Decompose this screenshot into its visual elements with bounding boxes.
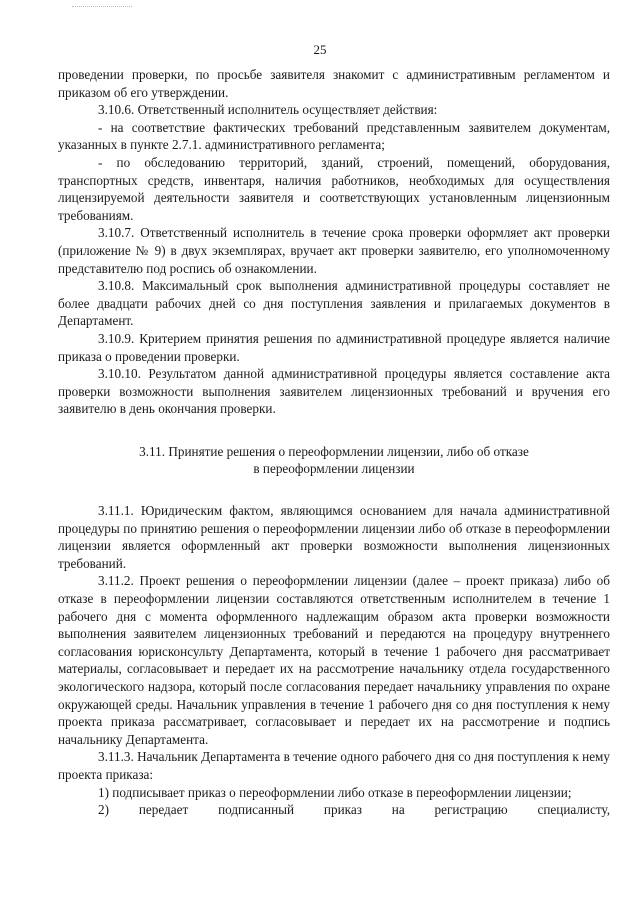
section-heading-line-2: в переоформлении лицензии [253,461,415,477]
paragraph-3-11-2: 3.11.2. Проект решения о переоформлении лицензии (далее – проект приказа) либо об отказе в переоформлении лицензии составляются ответственным исполнителем в течение 1 рабочего дня с момента оформленного надлежащим образом акта проверки возможности выполнения заявителем лицензионных требований и передаются на процедуру внутреннего согласования юрисконсульту Департамента, который в течение 1 рабочего дня рассматривает материалы, согласовывает и передает их на рассмотрение начальнику отдела государственного экологического надзора, который после согласования передает начальнику управления по охране окружающей среды. Начальник управления в течение 1 рабочего дня со дня поступления к нему проекта приказа рассматривает, согласовывает и передает их на рассмотрение и подпись начальнику Департамента. [58,573,610,747]
paragraph-3-10-9: 3.10.9. Критерием принятия решения по административной процедуре является наличие приказа о проведении проверки. [58,330,610,364]
paragraph-3-11-3: 3.11.3. Начальник Департамента в течение одного рабочего дня со дня поступления к нему проекта приказа: [58,749,610,782]
paragraph-3-10-7: 3.10.7. Ответственный исполнитель в течение срока проверки оформляет акт проверки (приложение № 9) в двух экземплярах, вручает акт проверки заявителю, его уполномоченному представителю под роспись об ознакомлении. [58,225,610,276]
paragraph-3-11-1: 3.11.1. Юридическим фактом, являющимся основанием для начала административной процедуры по принятию решения о переоформлении лицензии либо об отказе в переоформлении лицензии является оформленный акт проверки возможности выполнения лицензионных требований. [58,503,610,571]
list-item-1: 1) подписывает приказ о переоформлении либо отказе в переоформлении лицензии; [98,784,572,800]
list-item-inspection: - по обследованию территорий, зданий, строений, помещений, оборудования, транспортных средств, инвентаря, наличия работников, необходимых для осуществления лицензируемой деятельности заявителя и соответствующих установленным лицензионным требованиям. [58,154,610,223]
document-body [58,66,610,819]
list-item-2: 2) передает подписанный приказ на регистрацию специалисту, [98,802,610,818]
section-heading-line-1: 3.11. Принятие решения о переоформлении лицензии, либо об отказе [139,443,529,459]
paragraph-3-10-6: 3.10.6. Ответственный исполнитель осуществляет действия: [98,102,438,118]
paragraph-continuation: проведении проверки, по просьбе заявителя знакомит с административным регламентом и приказом об его утверждении. [58,67,610,100]
section-heading-3-11 [58,443,610,478]
list-item-requirements: - на соответствие фактических требований представленным заявителем документам, указанных в пункте 2.7.1. административного регламента; [58,119,610,153]
page-number: 25 [313,42,327,57]
scan-artifact [72,6,132,9]
paragraph-3-10-8: 3.10.8. Максимальный срок выполнения административной процедуры составляет не более двадцати рабочих дней со дня поступления заявления и прилагаемых документов в Департамент. [58,278,610,329]
paragraph-3-10-10: 3.10.10. Результатом данной административной процедуры является составление акта проверки возможности выполнения заявителем лицензионных требований и вручения его заявителю в день окончания проверки. [58,366,610,417]
